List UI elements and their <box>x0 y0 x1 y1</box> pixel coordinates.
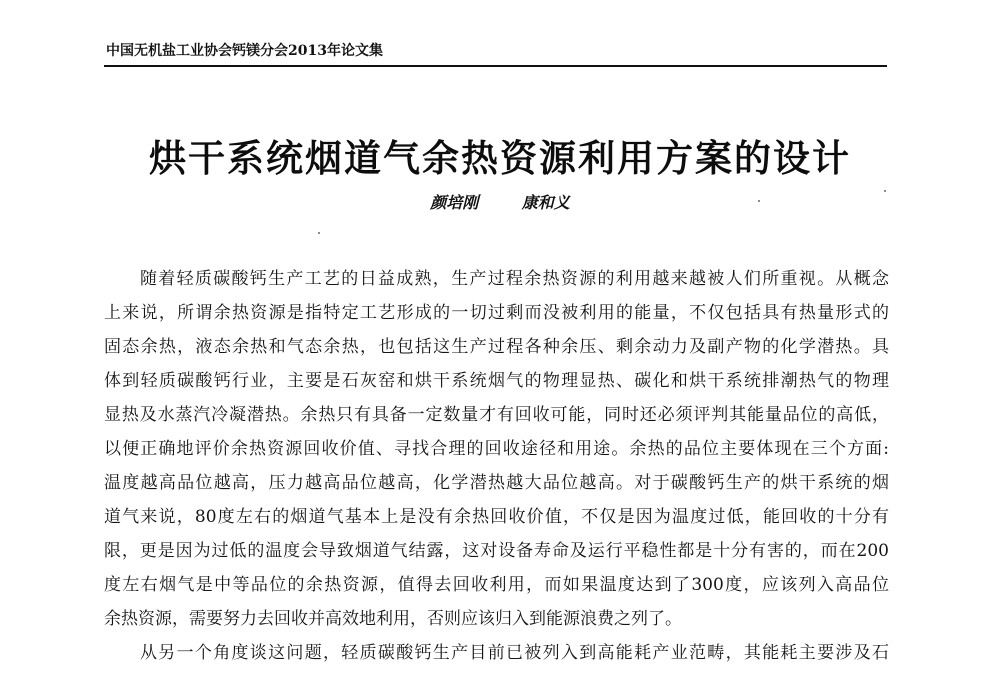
body-text <box>104 262 889 670</box>
paragraph-line: 度左右烟气是中等品位的余热资源，值得去回收利用，而如果温度达到了300度，应该列入高品位 <box>104 575 889 595</box>
paragraph-line: 固态余热，液态余热和气态余热，也包括这生产过程各种余压、剩余动力及副产物的化学潜热。具 <box>104 337 889 357</box>
running-header: 中国无机盐工业协会钙镁分会2013年论文集 <box>106 43 383 59</box>
scan-speck <box>318 232 320 234</box>
paragraph-line: 随着轻质碳酸钙生产工艺的日益成熟，生产过程余热资源的利用越来越被人们所重视。从概念 <box>140 269 889 289</box>
header-rule <box>104 65 887 67</box>
paragraph-line: 显热及水蒸汽冷凝潜热。余热只有具备一定数量才有回收可能，同时还必须评判其能量品位的高低， <box>104 405 889 425</box>
scan-speck <box>884 190 886 192</box>
paragraph-line: 体到轻质碳酸钙行业，主要是石灰窑和烘干系统烟气的物理显热、碳化和烘干系统排潮热气的物理 <box>104 371 889 391</box>
paragraph-line: 余热资源，需要努力去回收并高效地利用，否则应该归入到能源浪费之列了。 <box>104 609 682 629</box>
paragraph-line: 以便正确地评价余热资源回收价值、寻找合理的回收途径和用途。余热的品位主要体现在三个方面: <box>104 439 889 459</box>
author-name: 颜培刚 <box>430 193 479 212</box>
article-title: 烘干系统烟道气余热资源利用方案的设计 <box>149 136 851 180</box>
paragraph-line: 限，更是因为过低的温度会导致烟道气结露，这对设备寿命及运行平稳性都是十分有害的，而在200 <box>104 541 889 561</box>
scan-speck <box>758 200 760 202</box>
author-line <box>0 190 1000 213</box>
paragraph-line: 温度越高品位越高，压力越高品位越高，化学潜热越大品位越高。对于碳酸钙生产的烘干系统的烟 <box>104 473 889 493</box>
paragraph-line: 道气来说，80度左右的烟道气基本上是没有余热回收价值，不仅是因为温度过低，能回收的十分有 <box>104 507 889 527</box>
author-name: 康和义 <box>521 193 570 212</box>
paragraph-line: 从另一个角度谈这问题，轻质碳酸钙生产目前已被列入到高能耗产业范畴，其能耗主要涉及石 <box>140 643 889 663</box>
paragraph-line: 上来说，所谓余热资源是指特定工艺形成的一切过剩而没被利用的能量，不仅包括具有热量形式的 <box>104 303 889 323</box>
